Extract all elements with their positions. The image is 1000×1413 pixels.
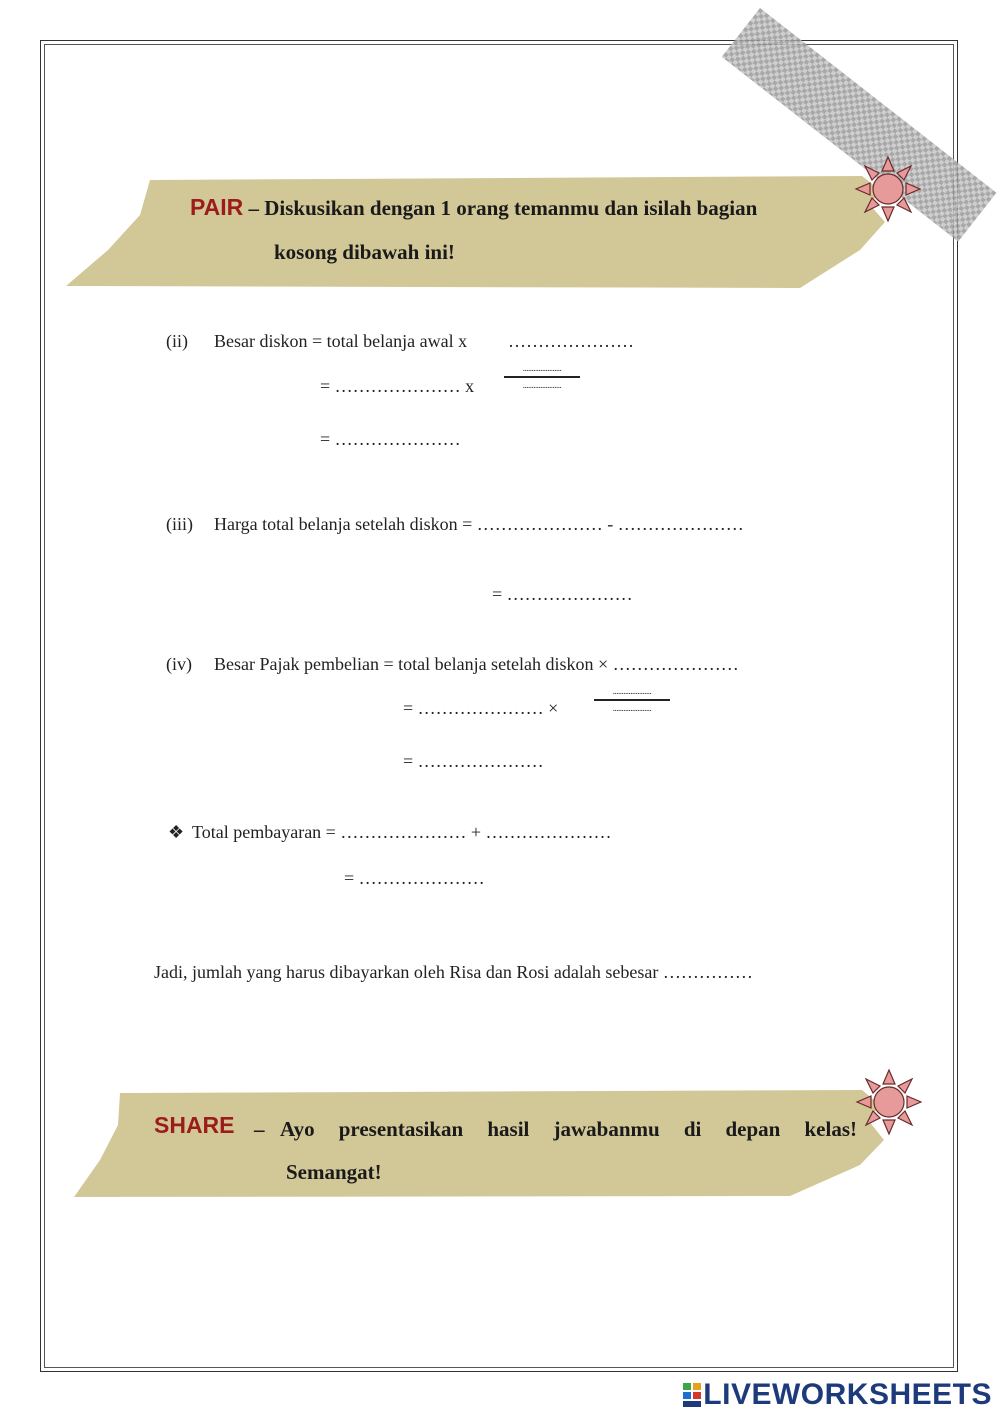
item-iv-number: (iv) bbox=[166, 654, 192, 674]
share-tag: SHARE bbox=[154, 1112, 235, 1138]
item-iii-text[interactable]: Harga total belanja setelah diskon = ………………… - ………………… bbox=[214, 514, 744, 534]
total-bullet-icon: ❖ bbox=[168, 822, 185, 842]
item-ii-blank[interactable]: ………………… bbox=[508, 331, 634, 351]
total-equation[interactable]: = ………………… bbox=[344, 868, 485, 888]
item-iv-equation-2[interactable]: = ………………… bbox=[403, 751, 544, 771]
item-iv-text[interactable]: Besar Pajak pembelian = total belanja setelah diskon × ………………… bbox=[214, 654, 739, 674]
item-ii-equation-2[interactable]: = ………………… bbox=[320, 429, 461, 449]
item-ii-fraction bbox=[504, 364, 580, 390]
fraction-denominator-blank[interactable]: ...................... bbox=[612, 703, 652, 713]
liveworksheets-mark-icon bbox=[683, 1383, 701, 1407]
item-iii-equation[interactable]: = ………………… bbox=[492, 584, 633, 604]
share-instruction-line2: Semangat! bbox=[286, 1160, 382, 1184]
liveworksheets-logo-text: LIVEWORKSHEETS bbox=[703, 1378, 992, 1411]
item-ii-number: (ii) bbox=[166, 331, 188, 351]
liveworksheets-logo bbox=[683, 1378, 992, 1412]
pair-banner-shape bbox=[66, 176, 885, 288]
share-dash: – bbox=[254, 1117, 265, 1141]
fraction-numerator-blank[interactable]: ...................... bbox=[522, 363, 562, 373]
total-text[interactable]: Total pembayaran = ………………… + ………………… bbox=[192, 822, 612, 842]
pair-instruction-line2: kosong dibawah ini! bbox=[274, 240, 455, 264]
item-iv-fraction bbox=[594, 687, 670, 713]
item-ii-text: Besar diskon = total belanja awal x bbox=[214, 331, 468, 351]
conclusion-text[interactable]: Jadi, jumlah yang harus dibayarkan oleh Risa dan Rosi adalah sebesar …………… bbox=[154, 962, 753, 982]
share-banner-shape bbox=[74, 1090, 884, 1197]
sun-icon bbox=[856, 157, 920, 221]
pair-heading bbox=[190, 194, 757, 221]
item-ii-equation-1[interactable]: = ………………… x bbox=[320, 376, 475, 396]
fraction-denominator-blank[interactable]: ...................... bbox=[522, 380, 562, 390]
pair-tag: PAIR bbox=[190, 194, 244, 220]
item-iv-equation-1[interactable]: = ………………… × bbox=[403, 698, 559, 718]
fraction-bar bbox=[504, 376, 580, 378]
item-iii-number: (iii) bbox=[166, 514, 193, 534]
pair-instruction-line1: Diskusikan dengan 1 orang temanmu dan isilah bagian bbox=[264, 196, 758, 220]
pair-dash: – bbox=[243, 196, 265, 220]
sun-icon bbox=[857, 1070, 921, 1134]
fraction-bar bbox=[594, 699, 670, 701]
share-instruction-line1: Ayo presentasikan hasil jawabanmu di depan kelas! bbox=[280, 1117, 857, 1141]
fraction-numerator-blank[interactable]: ...................... bbox=[612, 686, 652, 696]
